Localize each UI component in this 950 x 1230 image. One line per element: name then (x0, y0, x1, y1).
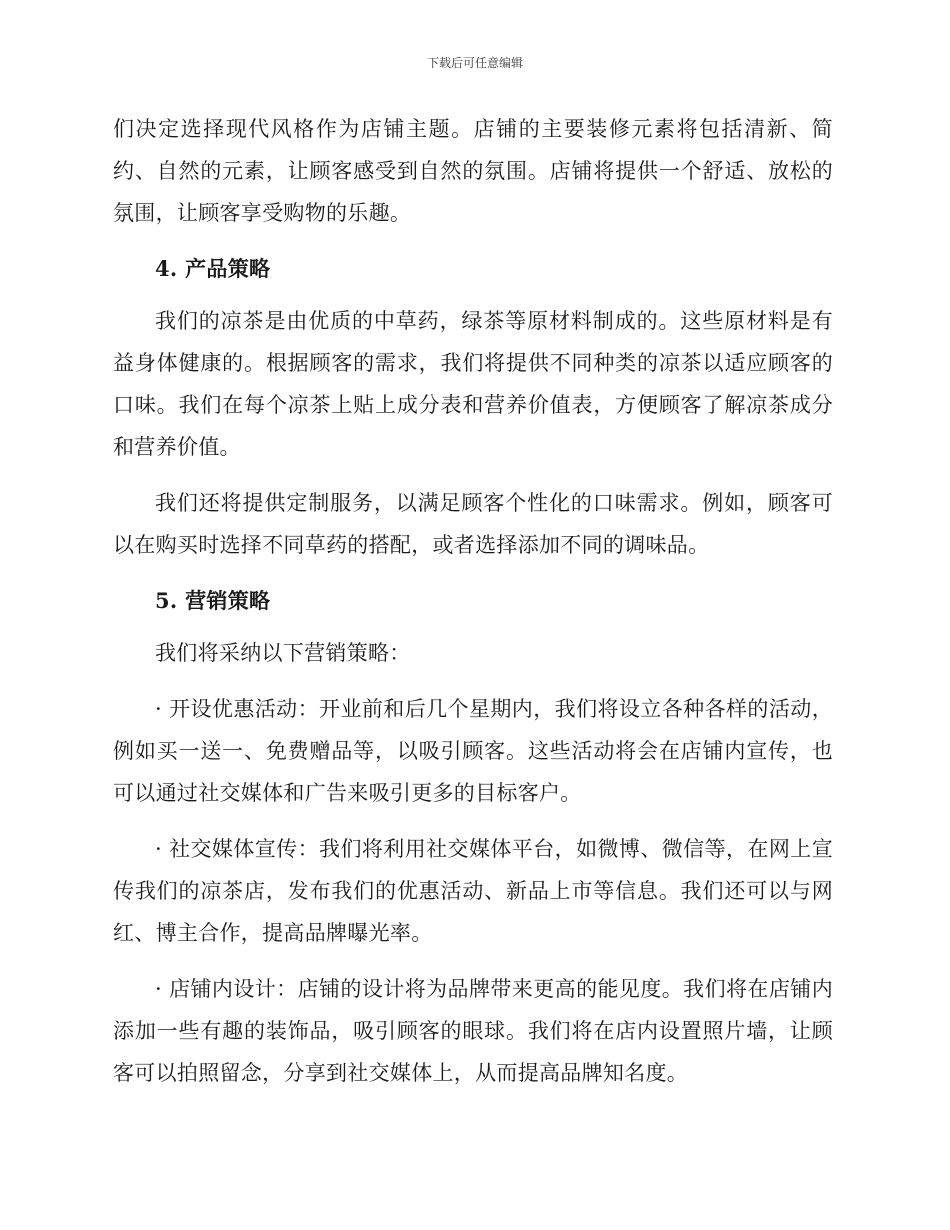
bullet-promotions: · 开设优惠活动：开业前和后几个星期内，我们将设立各种各样的活动，例如买一送一、免费赠品等，以吸引顾客。这些活动将会在店铺内宣传，也可以通过社交媒体和广告来吸引更多的目标客户。 (113, 697, 833, 805)
document-body (113, 108, 833, 1108)
paragraph-marketing-intro: 我们将采纳以下营销策略： (155, 641, 411, 665)
bullet-social-media: · 社交媒体宣传：我们将利用社交媒体平台，如微博、微信等，在网上宣传我们的凉茶店，发布我们的优惠活动、新品上市等信息。我们还可以与网红、博主合作，提高品牌曝光率。 (113, 837, 833, 945)
bullet-store-design: · 店铺内设计：店铺的设计将为品牌带来更高的能见度。我们将在店铺内添加一些有趣的装饰品，吸引顾客的眼球。我们将在店内设置照片墙，让顾客可以拍照留念，分享到社交媒体上，从而提高品牌知名度。 (113, 977, 833, 1085)
paragraph-store-theme: 们决定选择现代风格作为店铺主题。店铺的主要装修元素将包括清新、简约、自然的元素，让顾客感受到自然的氛围。店铺将提供一个舒适、放松的氛围，让顾客享受购物的乐趣。 (113, 117, 833, 225)
section-heading-product-strategy: 4. 产品策略 (155, 256, 271, 281)
page-header: 下载后可任意编辑 (426, 56, 523, 70)
paragraph-product-ingredients: 我们的凉茶是由优质的中草药，绿茶等原材料制成的。这些原材料是有益身体健康的。根据顾客的需求，我们将提供不同种类的凉茶以适应顾客的口味。我们在每个凉茶上贴上成分表和营养价值表，方便顾客了解凉茶成分和营养价值。 (113, 309, 833, 459)
paragraph-custom-service: 我们还将提供定制服务，以满足顾客个性化的口味需求。例如，顾客可以在购买时选择不同草药的搭配，或者选择添加不同的调味品。 (113, 491, 833, 557)
section-heading-marketing-strategy: 5. 营销策略 (155, 588, 271, 613)
